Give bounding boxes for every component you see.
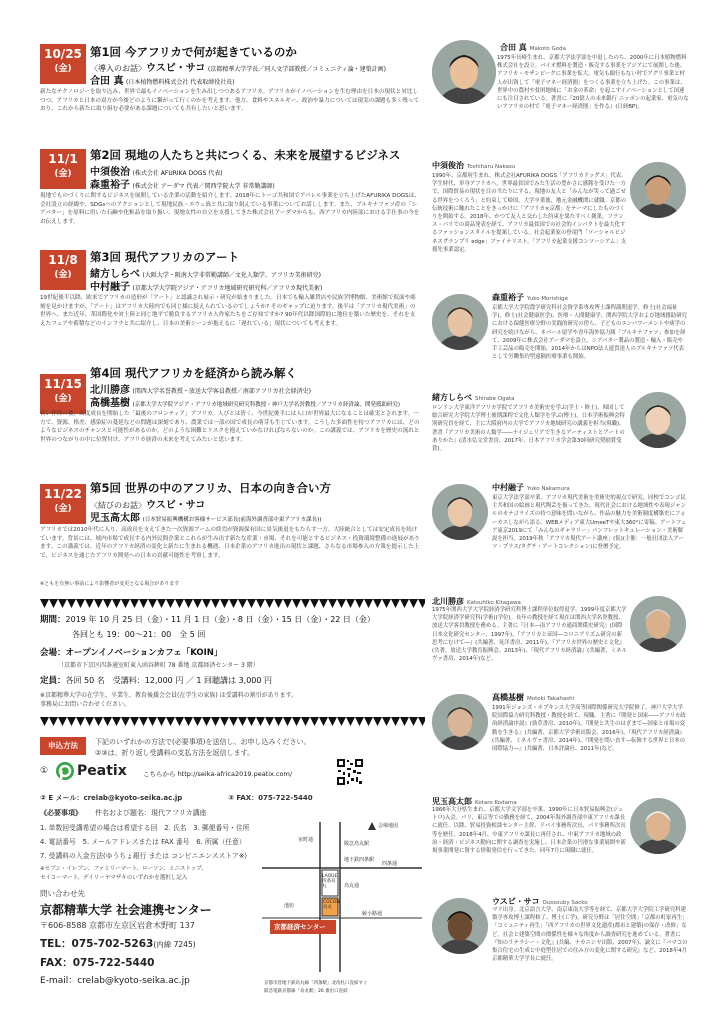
speaker-name: 合田 真 Makoto Goda — [500, 43, 567, 52]
speaker-bio: 1991年ジョンズ・ホプキンス大学高等国際関係研究大学院修了。神戸大学大学院国際協力研究科教授・教授を経て、現職。主著に『開発と国家――アフリカ政治経済論序説』(勁草書房、2010年)、『開発と共生のはざまで―国家と市場の変動を生きる』(共編著、京都大学学術出版会、2016年)、『現代アフリカ経済論』(共編著、ミネルヴァ書房、2014年)、『開発を問い直す―転換する世界と日本の国際協力―』(共編著、日本評論社、2011年)など。 — [492, 705, 686, 753]
contact-address: 〒606-8588 京都市左京区岩倉木野町 137 — [40, 921, 195, 930]
session-description: 新たなテクノロジーを取り込み、世界で最もイノベーションを生み出しつつあるアフリカ。アフリカがイノベーションを生む理由を日本の現状と対比しつつ、アフリカと日本の双方が今後どのように繋がって行くのかを考えます。他方、食料やエネルギー、政治や暴力については現実の課題も多く残っており、これから新たに取り組む必要がある課題についても共有したいと思います。 — [40, 89, 420, 113]
map-landmark: 池坊 — [284, 903, 295, 909]
speaker-bio: 京都大学大学院農学研究科社会資学系専攻博士課程満期退学。修士(社会福祉学)、修士(社会健康医学)、医療・人間健康学。関西学院大学および地域援助研究における保健医療分野の実践的研究の傍ら、子どものエンパワーメントや痰学の研究を続けながら、ネパール留学や青年海外協力隊「ブルキナファソ」参加を経て、2009年に株式会社アーダマを設立。シアバター製品の製造・輸入・販売や手工芸品の販売を開始。2014年からはNPO法人遊貴達人のブルキナファソ代表として労働集約型遠隔医療事業も開始。 — [492, 305, 687, 361]
map-north: 会場地図 — [378, 823, 399, 829]
speaker-name: ウスビ・サコ Oussouby Sacko — [492, 897, 588, 906]
time-line: 各回とも 19：00～21：00 全 5 回 — [72, 630, 206, 639]
session-description: 19世紀後半以降、欧米でアフリカの造形が「アート」と認識され展示・研究が始まりました。日本でも輸入雑貨店や民族学博物館、美術館で仮面や彫刻を見かけますが、「アート」はアフリカ大陸内でも同じ様に捉えられているのでしょうか? そのギャップに迫ります。後半は「アフリカ現代美術」の世界へ。また近年、革国際化や対上陸と同じ地平で勝負するアフリカ人作家たちをご存知ですか? 90年代以降国際的に地位を築いた歴史を、それを支えたフェアや蓄積などのインフラと共に紹介し、日本の美術シーンが抱えるに「遅れている」現状についても考えます。 — [40, 295, 416, 327]
speaker-bio: 東京大学法学部卒業。アフリカ現代美術を美術史的視点で研究。同校でコンゴ民主共和国の絵画と現代陶芸を扱ってきた。現代社会における地域性や表現ジャンルのカテゴライズの持つ意味を問いながら、作品の魅力を美術制度構築史にフォーカスしながら語る。WEBメディア東大UmeeTや東大360°に寄稿。アートフェア東京2019にて「みんなのギャラリー」パンフレットキュレーション・美術解説を担当。2019年秋「アフリカ現代アート講座」(仮)(主催：一般社団法人アーツ・プラス/タグチ・アートコレクション)に登壇予定。 — [492, 495, 687, 551]
contact-label: 問い合わせ先 — [40, 889, 85, 898]
peatix-number: ① — [40, 766, 49, 776]
map-road: 烏丸通 — [344, 883, 360, 889]
apply-badge: 申込方法 — [40, 737, 86, 755]
speaker-line: 〈結びのお話〉ウスビ・サコ — [90, 500, 206, 511]
session-date-badge: 11/22 (金) — [40, 484, 86, 524]
session-description: アフリカでは2010年代に入り、高成長を支えてきた一次資源ブームの終焉が資源保有国に景気後退をもたらす一方、大陸統合としては安定成長を続けています。背景には、域内市場で成長する内外民間企業とこれらが生み出す新たな産業・市場、それを可能とするビジネス・投資環境整備の進展があります。この講義では、近年のアフリカ経済の変化と新たに生まれる機遇、日本企業のアフリカ進出の現状と課題、さらなる市場参入の方策を提示した上で、ビジネスを通じたアフリカ開発への日本の貢献可能性を考察します。 — [40, 527, 420, 559]
speaker-photo — [432, 484, 488, 540]
session-title: 第2回 現地の人たちと共につくる、未来を展望するビジネス — [90, 148, 401, 162]
email-line[interactable]: ② E メール：crelab@kyoto-seika.ac.jp — [40, 794, 183, 802]
requirements-subject: 件名および題名：現代アフリカ講座 — [95, 809, 207, 817]
session-note: ※ともを有無い事前により影響者が変更となる場合があります — [40, 581, 180, 587]
map-station: 阪急烏丸駅 — [344, 841, 370, 847]
speaker-name: 児玉高太郎 Kotaro Kodama — [432, 797, 517, 806]
fee-note: ※京都精華大学の在学生、卒業生、教育後援会会員(在学生の家族) は受講料の割引があります。 — [40, 692, 298, 699]
map-caption: 京都市営地下鉄烏丸線「四条駅」北改札口直結すぐ — [264, 981, 368, 986]
speaker-line: 緒方しらべ (大阪大学・阪南大学非常勤講師／文化人類学、アフリカ美術研究) — [90, 269, 321, 280]
map-road: 室町通 — [298, 837, 314, 843]
speaker-photo — [432, 898, 488, 954]
requirement-note: セイコーマート、デイリーヤマザキのいずれかを選択し記入 — [40, 875, 188, 881]
speaker-line: 中須俊治 (株式会社 AFURIKA DOGS 代表) — [90, 167, 223, 178]
contact-email[interactable]: E-mail：crelab@kyoto-seika.ac.jp — [40, 976, 190, 986]
fax-line: ③ FAX：075-722-5440 — [228, 794, 313, 802]
session-date-badge: 11/8 (金) — [40, 250, 86, 290]
map-road: 四条通 — [382, 861, 398, 867]
speaker-bio: マリ出身。北京語言大学、南京東南大学等を経て、京都大学大学院工学研究科建築学専攻博士課程修了、博士(工学)。研究分野は「居住空間」「京都の町家再生」「コミュニティ再生」「西アフリカの世界文化遺産(都市と建築)の保存・改修」など。社会と建築空間の関係性を様々な角度から調査研究を進めている。著書に『知のリテラシー・文化』(共編、ナカニシヤ出版、2007年)、論文に『バマコの集合住宅の生成と中庭型住居での住み方の変化に関する研究』など。2018年4月京都精華大学学長に就任。 — [492, 907, 688, 963]
speaker-photo — [432, 294, 488, 350]
speaker-photo — [630, 798, 686, 854]
speaker-bio: 1966年大分県生まれ。京都大学文学部を卒業、1990年に日本貿易振興会(ジェトロ)入会。パリ、東京等での勤務を経て、2004年海外調査部中東アフリカ課長に就任。以降、貿易投資相談センター主幹、ドバイ事務所次長、パリ事務所次長等を歴任。2018年4月、中東アフリカ課長に再任され、中東アフリカ地域の政治・経済・ビジネス動向に関する調査を実施し、日本企業の円滑な事業展開や新規事業開発に資する情報発信を行ってきた。同年7月に現職に就任。 — [432, 807, 626, 855]
session-date-badge: 11/15 (金) — [40, 374, 86, 414]
contact-fax: FAX：075-722-5440 — [40, 957, 155, 969]
fee-note: 事務局にお問い合わせください。 — [40, 701, 131, 708]
venue-line: 会場：オープンイノベーションカフェ「KOIN」 — [40, 648, 223, 658]
venue-address: （京都市下京区四条通室町東入函谷鉾町 78 番地 京都経済センター 3 階） — [58, 662, 259, 669]
requirement-item: 7. 受講料の入金方法(ゆうちょ銀行 または コンビニエンスストア※) — [40, 852, 248, 860]
speaker-line: 児玉高太郎 (日本貿易振興機構お客様サービス部長(前海外調査部中東アフリカ課長)) — [90, 513, 322, 524]
fee-line: 定員：各回 50 名 受講料：12,000 円 ／ 1 回聴講は 3,000 円 — [40, 676, 273, 686]
map-road: 綾小路通 — [362, 911, 383, 917]
speaker-line: 高橋基樹 (京都大学大学院アジア・アフリカ地域研究研究科教授・神戸大学名誉教授／アフリカ経済論、開発援助研究) — [90, 398, 401, 409]
speaker-bio: 1975年関西大学大学院経済学研究科博士課程単位取得退学。1999年度京都大学大学院経済学研究科(学術)(学位)。長年の教授を経て現在は関西大学名誉教授、放送大学客員教授を務める。主著に『日本―南アフリカ通商関係史研究』(国際日本文化研究センター、1997年)、『アフリカと帝国―コロニアリズム研究の新思考にむけて―』(共編著、晃洋書房、2011年)、『アフリカ世界の歴史と文化』(共著、放送大学教育振興会、2013年)、『現代アフリカ経済論』(共編著、ミネルヴァ書房、2014年)など。 — [432, 607, 627, 663]
session-title: 第3回 現代アフリカのアート — [90, 250, 240, 264]
session-date-badge: 10/25 (金) — [40, 44, 86, 84]
map-caption: 阪急電鉄京都線「烏丸駅」26 番出口直結 — [264, 989, 348, 994]
speaker-photo — [630, 392, 686, 448]
period-line: 期間：2019 年 10 月 25 日（金）・11 月 1 日（金）・8 日（金）・15 日（金）・22 日（金） — [40, 615, 375, 625]
session-description: 長い停滞の後、高度成長を開始した「最後のフロンティア」アフリカ。人びとは皆く、今世紀後半には人口が世界最大になることは確実とされます。一方で、資源、格差、感染症の蔓延などの問題は深刻であり、農業では一部の国で成長の萌芽も生じています。こうした多面性を持つアフリカには、どのようなビジネスのチャンスと可能性があるのか。どのような困難とリスクを抱えていかなければならないのか。この講義では、アフリカを歴史の流れと世界のつながりの中に位置付け、アフリカ経済の未来を考えてみたいと思います。 — [40, 411, 420, 443]
triangle-divider — [40, 712, 425, 722]
session-title: 第4回 現代アフリカを経済から読み解く — [90, 366, 297, 380]
speaker-bio: 1990年、京都府生まれ。株式会社AFURIKA DOGS「アフリカドッグス」代表。学生時代、単身アフリカへ。世界最貧国でみた生活の豊かさに感銘を受けた一方で、国際貿易の現状を目の当たりにする。現地の友人と「みんなが笑って過ごせる世界をつくろう」と約束して帰国。大学卒業後、地元金融機関に就職。京都の伝統技術に触れたことをきっかけに「アフリカ×京都」をテーマにしたものづくりを開始する。2018年、かつて友人と交わした約束を果たすべく創業。フランス・パリでの商品発表を経て、アフリカ最貧国での社会的インパクトを最大化するファッションスタイルを提案している。社会起業家の登竜門「ソーシャルビジネスグランプリ edge」ファイナリスト。「アフリカ起業支援コンソーシアム」支援先事業認定。 — [432, 173, 627, 253]
venue-map — [262, 822, 422, 1002]
session-description: 現地でものづくりに関するビジネスを展開している企業の活動を紹介します。2018年にトーゴ共和国でアパレル事業を立ち上げたAFURIKA DOGSは、会社設立の経緯や、SDGsへのアクションとして現地民族・エウェ族と共に取り組んでいる事業についてお話しします。また、ブルキナファソ産の「シアバター」を原料に用いた石鹸や化粧品を取り扱い、現地女性の自立を支援してきた株式会社アーダマからも、西アフリカ内陸部における手仕事の今をお伝えします。 — [40, 193, 420, 225]
speaker-line: 合田 真 (日本植物燃料株式会社 代表取締役社長) — [90, 76, 235, 87]
map-landmark: COCON 烏丸 — [323, 900, 340, 910]
requirement-item: 1. 単数回受講希望の場合は希望する回 2. 氏名 3. 郵便番号・住所 — [40, 824, 250, 832]
speaker-name: 北川勝彦 Katsuhiko Kitagawa — [432, 597, 521, 606]
speaker-photo — [432, 694, 488, 750]
requirements-title: 《必要事項》 — [40, 809, 82, 817]
qr-code-icon[interactable] — [336, 758, 364, 786]
map-landmark: LAQUE 四条烏丸 — [322, 874, 338, 889]
session-title: 第1回 今アフリカで何が起きているのか — [90, 45, 297, 59]
speaker-photo — [630, 596, 686, 652]
speaker-bio: ロンドン大学東洋アフリカ学院でアフリカ美術史を学ぶ(学士・修士)。帰国して総合研究大学院大学博士後期課程で文化人類学を学ぶ(博士)。日本学術振興会特別研究員を経て、主に大阪府内の大学でアフリカ地域研究の講義を担当(現職)。著書『アフリカ美術の人類学――ナイジェリアで生きるアーティストとアートのありかた』(清水弘文堂書房、2017年、日本アフリカ学会第30回研究奨励賞受賞)。 — [432, 405, 625, 453]
apply-instruction: 下記のいずれかの方法で(必要事項)を送信し、お申し込みください。 — [95, 738, 311, 746]
peatix-logo-icon — [56, 762, 74, 780]
speaker-line: 〈導入のお話〉ウスビ・サコ (京都精華大学学長／同人文学部教授／コミュニティ論・建築計画) — [90, 63, 386, 74]
peatix-link[interactable]: こちらから http://seika-africa2019.peatix.com/ — [143, 770, 293, 778]
requirement-item: 4. 電話番号 5. メールアドレスまたは FAX 番号 6. 所属（任意） — [40, 838, 246, 846]
map-station: 地下鉄四条駅 — [344, 857, 375, 863]
speaker-name: 中須俊治 Toshiharu Nakasu — [432, 161, 516, 170]
peatix-logo: Peatix — [77, 763, 127, 779]
speaker-photo — [432, 40, 496, 104]
triangle-divider — [40, 594, 425, 604]
speaker-name: 森重裕子 Yuko Morishige — [492, 293, 568, 302]
contact-org: 京都精華大学 社会連携センター — [40, 903, 212, 917]
session-date-badge: 11/1 (金) — [40, 149, 86, 189]
map-venue-label: 京都経済センター — [274, 923, 326, 931]
speaker-photo — [630, 162, 686, 218]
contact-tel: TEL：075-702-5263(内線 7245) — [40, 938, 196, 950]
speaker-name: 高橋基樹 Motoki Takahashi — [492, 693, 575, 702]
speaker-bio: 1975年長崎生まれ。京都大学法学部を中退したのち、2000年に日本植物燃料株式会社を設立。バイオ燃料を製造・販売する事業をアジアにて展開した後、アフリカ・モザンビークに事業を拡大。電気も銀行もない村でアグリ事業と村人が出資して「電子マネー経済圏」をつくる事業を立ち上げた。この事業は、世界中の農村や貧困地域に「お金の革命」を起こすイノベーションとして国連にも注目されている。著書に『20億人の未来銀行 ニッポンの起業家、電気のないアフリカの村で「電子マネー経済圏」を作る』(日経BP)。 — [497, 55, 689, 111]
speaker-line: 中村融子 (京都大学大学院アジア・アフリカ地域研究研究科／アフリカ現代美術) — [90, 282, 323, 293]
speaker-name: 中村融子 Yuko Nakamura — [492, 483, 570, 492]
speaker-line: 森重裕子 (株式会社 アーダマ 代表／関西学院大学 非常勤講師) — [90, 180, 275, 191]
apply-instruction: ②③は、折り返し受講料の支払方法を返信します。 — [95, 749, 254, 757]
session-title: 第5回 世界の中のアフリカ、日本の向き合い方 — [90, 481, 331, 495]
speaker-name: 緒方しらべ Shirabe Ogata — [432, 393, 515, 402]
speaker-line: 北川勝彦 (関西大学名誉教授・放送大学客員教授／南部アフリカ社会経済史) — [90, 385, 311, 396]
requirement-note: ※セブン・イレブン、ファミリーマート、ローソン、ミニストップ、 — [40, 866, 207, 872]
